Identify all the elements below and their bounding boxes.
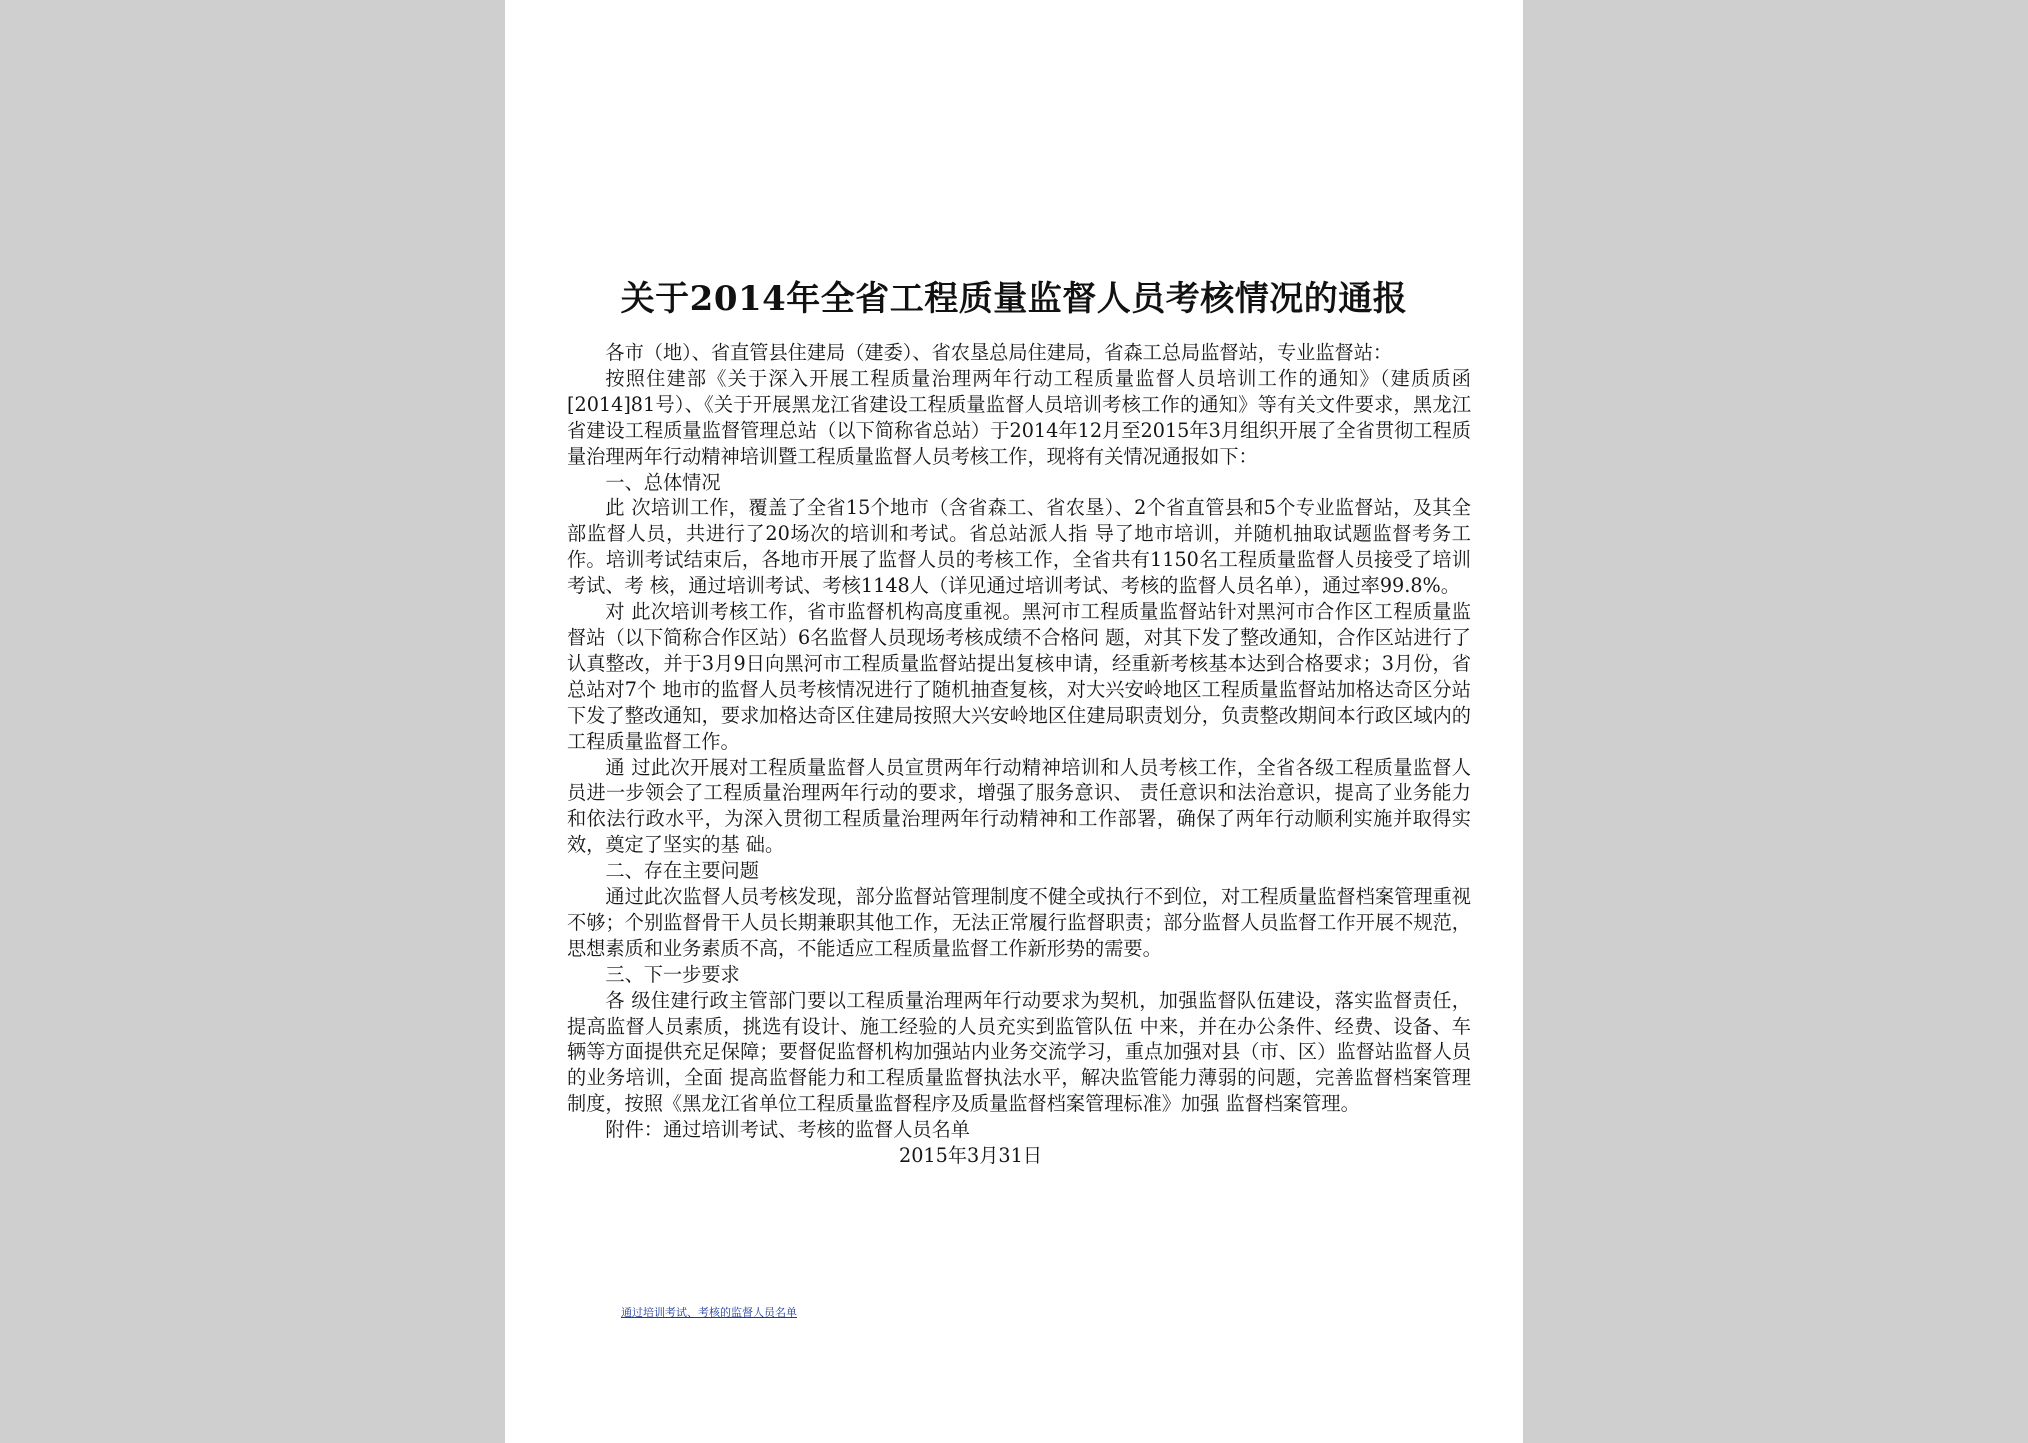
overview-paragraph-2: 对 此次培训考核工作，省市监督机构高度重视。黑河市工程质量监督站针对黑河市合作区工程质量监督站（以下简称合作区站）6名监督人员现场考核成绩不合格问 题，对其下发了整改通知，合作区站进行了认真整改，并于3月9日向黑河市工程质量监督站提出复核申请，经重新考核基本达到合格要求；3月份，省总站对7个 地市的监督人员考核情况进行了随机抽查复核，对大兴安岭地区工程质量监督站加格达奇区分站下发了整改通知，要求加格达奇区住建局按照大兴安岭地区住建局职责划分，负责整改期间本行政区域内的工程质量监督工作。	[567, 600, 1471, 753]
section-heading-overview: 一、总体情况	[605, 470, 721, 494]
document-date: 2015年3月31日	[899, 1144, 1043, 1168]
document-page	[505, 0, 1523, 1443]
attachment-line: 附件：通过培训考试、考核的监督人员名单	[605, 1118, 970, 1142]
overview-paragraph-1: 此 次培训工作，覆盖了全省15个地市（含省森工、省农垦）、2个省直管县和5个专业监督站，及其全部监督人员，共进行了20场次的培训和考试。省总站派人指 导了地市培训，并随机抽取试题监督考务工作。培训考试结束后，各地市开展了监督人员的考核工作，全省共有1150名工程质量监督人员接受了培训考试、考 核，通过培训考试、考核1148人（详见通过培训考试、考核的监督人员名单），通过率99.8%。	[567, 496, 1471, 598]
intro-paragraph: 按照住建部《关于深入开展工程质量治理两年行动工程质量监督人员培训工作的通知》（建质质函[2014]81号）、《关于开展黑龙江省建设工程质量监督人员培训考核工作的通知》等有关文件要求，黑龙江省建设工程质量监督管理总站（以下简称省总站）于2014年12月至2015年3月组织开展了全省贯彻工程质量治理两年行动精神培训暨工程质量监督人员考核工作，现将有关情况通报如下：	[567, 366, 1471, 468]
overview-paragraph-3: 通 过此次开展对工程质量监督人员宣贯两年行动精神培训和人员考核工作，全省各级工程质量监督人员进一步领会了工程质量治理两年行动的要求，增强了服务意识、 责任意识和法治意识，提高了业务能力和依法行政水平，为深入贯彻工程质量治理两年行动精神和工作部署，确保了两年行动顺利实施并取得实效，奠定了坚实的基 础。	[567, 755, 1471, 857]
section-heading-next-steps: 三、下一步要求	[605, 962, 740, 986]
document-title: 关于2014年全省工程质量监督人员考核情况的通报	[620, 279, 1408, 319]
problems-paragraph: 通过此次监督人员考核发现，部分监督站管理制度不健全或执行不到位，对工程质量监督档案管理重视不够；个别监督骨干人员长期兼职其他工作，无法正常履行监督职责；部分监督人员监督工作开展不规范，思想素质和业务素质不高，不能适应工程质量监督工作新形势的需要。	[567, 885, 1471, 960]
attachment-link[interactable]: 通过培训考试、考核的监督人员名单	[621, 1306, 797, 1319]
section-heading-problems: 二、存在主要问题	[605, 859, 759, 883]
salutation: 各市（地）、省直管县住建局（建委）、省农垦总局住建局，省森工总局监督站，专业监督站：	[605, 341, 1393, 364]
next-steps-paragraph: 各 级住建行政主管部门要以工程质量治理两年行动要求为契机，加强监督队伍建设，落实监督责任，提高监督人员素质，挑选有设计、施工经验的人员充实到监管队伍 中来，并在办公条件、经费、设备、车辆等方面提供充足保障；要督促监督机构加强站内业务交流学习，重点加强对县（市、区）监督站监督人员的业务培训，全面 提高监督能力和工程质量监督执法水平，解决监管能力薄弱的问题，完善监督档案管理制度，按照《黑龙江省单位工程质量监督程序及质量监督档案管理标准》加强 监督档案管理。	[567, 988, 1471, 1116]
document-body	[567, 340, 1471, 1169]
